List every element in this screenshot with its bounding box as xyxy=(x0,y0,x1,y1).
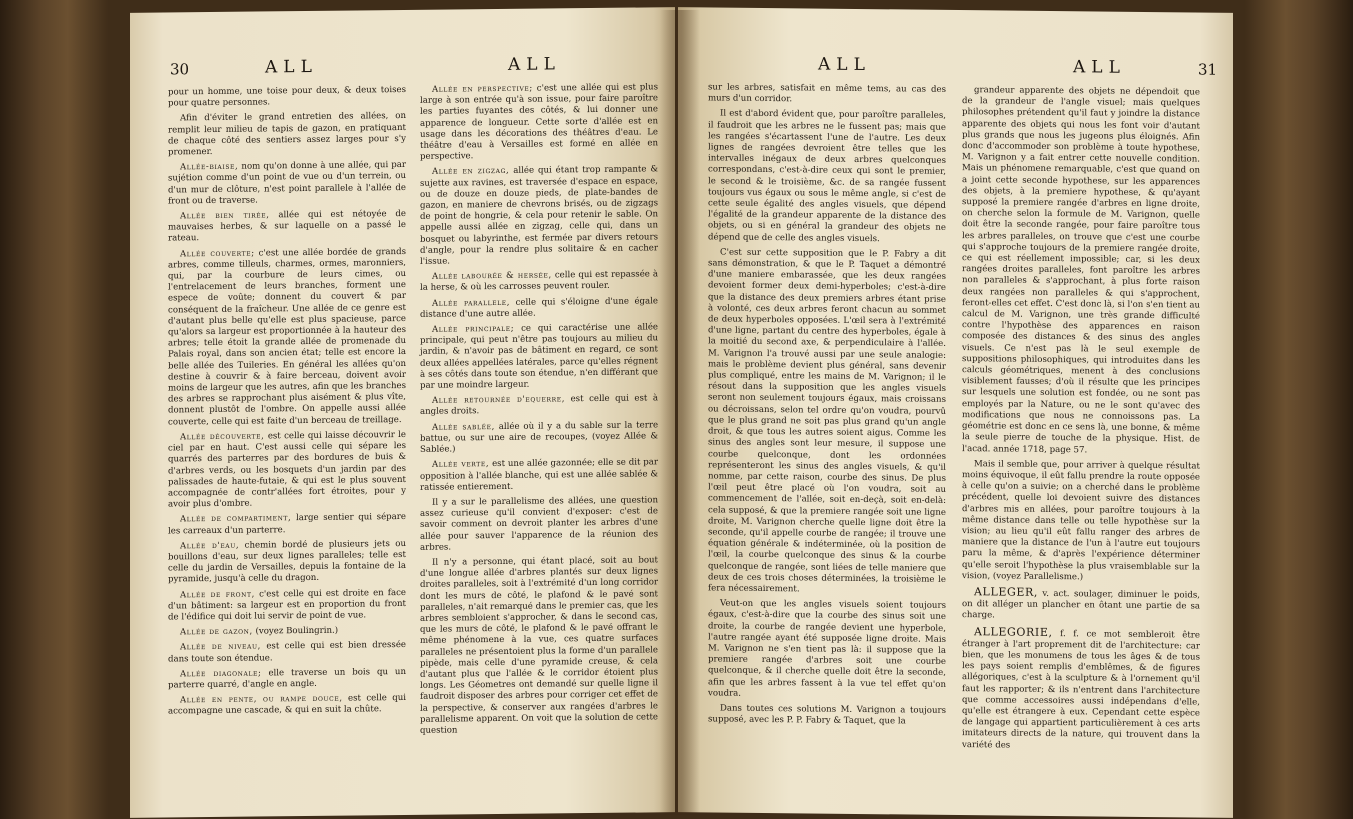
entry-text: c'est une allée qui est plus large à son entrée qu'à son issue, pour faire paroître les parties fuyantes des côtés, & lui donner une apparence de longueur. Cette sorte d'allée est en usage dans les décorations des théâtres d'eau. Le théâtre d'eau à Versailles est formé en allée en perspective. xyxy=(420,82,659,163)
entry-headword: Allée en perspective; xyxy=(432,83,533,95)
paragraph xyxy=(168,667,406,692)
paragraph xyxy=(962,586,1200,624)
entry-text: allée qui est nétoyée de mauvaises herbes, & sur laquelle on a passé le rateau. xyxy=(168,208,406,244)
entry-headword: Allée de niveau, xyxy=(180,641,261,653)
entry-text: C'est sur cette supposition que le P. Fabry a dit sans démonstration, & que le P. Taquet a démontré d'une maniere embarassée, que les deux rangées devoient former deux demi-hyperboles; c'est-à-dire que la distance des deux premiers arbres étant prise à volonté, ces deux arbres feront chacun au sommet de deux hyperboles opposées. L'œil sera à l'extrémité d'une ligne, partant du centre des hyperboles, égale à la moitié du second axe, & perpendiculaire à l'allée. M. Varignon l'a trouvé aussi par une seule analogie: mais le problème devient plus général, sans devenir plus compliqué, entre les mains de M. Varignon; il le résout dans la supposition que les angles visuels seront non seulement toujours égaux, mais croissans ou décroissans, selon tel ordre qu'on voudra, pourvû que le plus grand ne soit pas plus grand qu'un angle droit, & que tous les autres soient aigus. Comme les sinus des angles sont leur mesure, il suppose une courbe quelconque, dont les ordonnées représenteront les sinus des angles visuels, & qu'il nomme, par cette raison, courbe des sinus. De plus l'œil peut être placé où l'on voudra, soit au commencement de l'allée, soit en-deçà, soit en-delà: cela supposé, & que la premiere rangée soit une ligne droite, M. Varignon cherche quelle ligne doit être la seconde, qu'il appelle courbe de rangée; il trouve une équation générale & indéterminée, où la position de l'œil, la courbe quelconque des sinus & la courbe quelconque de rangée, sont liées de telle maniere que deux de ces trois choses déterminées, la troisième le fera nécessairement. xyxy=(708,247,946,595)
entry-headword: Allée parallele, xyxy=(432,297,511,309)
entry-text: est celle qui accompagne une cascade, & qui en suit la chûte. xyxy=(168,693,406,717)
paragraph xyxy=(420,82,658,163)
right-running-head xyxy=(678,55,1233,85)
entry-text: allée où il y a du sable sur la terre battue, ou sur une aire de recoupes, (voyez Allée & Sablée.) xyxy=(420,420,659,455)
entry-text: nom qu'on donne à une allée, qui par sujétion comme d'un point de vue ou d'un terrein, ou d'un mur de clôture, n'est point parallele à l'allée de front ou de traverse. xyxy=(168,160,406,207)
entry-text: chemin bordé de plusieurs jets ou bouillons d'eau, sur deux lignes paralleles; telle est celle du jardin de Versailles, depuis la fontaine de la pyramide, jusqu'à celle du dragon. xyxy=(168,538,406,585)
entry-text: Il est d'abord évident que, pour paroître paralleles, il faudroit que les arbres ne le fussent pas; mais que les rangées s'écartassent l'une de l'autre. Les deux lignes de rangées devroient être telles que les intervalles inégaux de deux arbres quelconques correspondans, c'est-à-dire ceux qui sont le premier, le second & le troisième, &c. de sa rangée fussent toujours vus égaux ou sous le même angle, si c'est de cette seule égalité des angles visuels, que dépend l'égalité de la grandeur apparente de la distance des objets, ou si en général la grandeur des objets ne dépend que de celle des angles visuels. xyxy=(708,108,946,244)
entry-text: est une allée gazonnée; elle se dit par opposition à l'allée blanche, qui est une allée sablée & ratissée entierement. xyxy=(420,457,659,493)
paragraph xyxy=(168,587,406,623)
entry-headword: Allée en zigzag, xyxy=(432,166,510,178)
paragraph xyxy=(168,539,406,586)
entry-headword: Allée d'eau, xyxy=(180,540,240,552)
entry-text: elle traverse un bois qu un parterre quarré, d'angle en angle. xyxy=(168,666,406,691)
paragraph xyxy=(168,625,406,639)
running-head-right-col2: ALL xyxy=(1073,57,1126,78)
entry-text: Mais il semble que, pour arriver à quelque résultat moins équivoque, il eût fallu prendre la route opposée à celle qu'on a suivie; on a cherché dans le problème précédent, quelle loi devoient suivre des distances d'arbres mis en allées, pour paroître toujours à la même distance dans telle ou telle hypothèse sur la vision; au lieu qu'il eût fallu ranger des arbres de maniere que la distance de l'un à l'autre eut toujours paru la même, & d'après l'expérience déterminer qu'elle seroit l'hypothèse la plus vraisemblable sur la vision, (voyez Parallelisme.) xyxy=(962,458,1200,583)
entry-headword: Allée retournée d'equerre, xyxy=(432,394,566,406)
entry-text: pour un homme, une toise pour deux, & deux toises pour quatre personnes. xyxy=(168,84,406,109)
entry-text: Afin d'éviter le grand entretien des allées, on remplit leur milieu de tapis de gazon, en pratiquant de chaque côté des sentiers assez larges pour s'y promener. xyxy=(168,111,406,158)
left-page-column-2 xyxy=(420,82,658,741)
entry-text: celle qui est repassée à la herse, & où les carrosses peuvent rouler. xyxy=(420,269,659,294)
paragraph xyxy=(168,111,406,158)
paragraph xyxy=(420,165,658,268)
entry-text: ce qui caractérise une allée principale, qui peut n'être pas toujours au milieu du jardin, & n'avoir pas de bâtiment en regard, ce sont deux allées appellées latérales, parce qu'elles régnent à ses côtés dans toute son étendue, n'en différant que par une moindre largeur. xyxy=(420,322,658,391)
paragraph xyxy=(420,394,658,419)
right-page xyxy=(678,7,1233,818)
entry-text: f. f. ce mot sembleroit être étranger à l'art proprement dit de l'architecture: car bien, que les monumens de tous les âges & de tous les pays soient remplis d'emblêmes, & de figures allégoriques, c'est à la sculpture & à l'ornement qu'il faut les rapporter; & ils n'entrent dans l'architecture que comme accessoires aussi indépendans d'elle, qu'elle est étrangere à eux. Cependant cette espèce de langage qui appartient particulièrement à ces arts imitateurs directs de la nature, qui trouvent dans la variété des xyxy=(962,628,1200,751)
entry-text: est celle qui est à angles droits. xyxy=(420,393,658,418)
paragraph xyxy=(168,693,406,718)
entry-headword: ALLEGORIE, xyxy=(974,624,1053,639)
paragraph xyxy=(420,420,658,456)
right-page-column-1 xyxy=(708,82,946,732)
entry-text: Il n'y a personne, qui étant placé, soit au bout d'une longue allée d'arbres plantés sur deux lignes droites paralleles, soit à l'extrémité d'un long corridor dont les murs de côté, le plafond & le pavé sont paralleles, n'ait remarqué dans le premier cas, que les arbres sembloient s'approcher, & dans le second cas, que les murs de côté, le plafond & le pavé offrant le même phénomene à la vue, ces quatre surfaces paralleles ne présentoient plus la forme d'un parallele pipède, mais celle d'une pyramide creuse, & cela d'autant plus que l'allée & le corridor étoient plus longs. Les Géometres ont demandé sur quelle ligne il faudroit disposer des arbres pour corriger cet effet de la perspective, & conserver aux rangées d'arbres le parallelisme apparent. On voit que la solution de cette question xyxy=(420,555,658,736)
entry-headword: Allée en pente, ou rampe douce, xyxy=(180,693,343,706)
paragraph xyxy=(708,703,946,728)
entry-text: allée qui étant trop rampante & sujette aux ravines, est traversée d'espace en espace, ou de douze en douze pieds, de plate-bandes de gazon, en maniere de chevrons brisés, ou de zigzags de point de hongrie, & cela pour retenir le sable. On appelle aussi allée en zigzag, celle qui, dans un bosquet ou labyrinthe, est fermée par divers retours d'angle, pour la rendre plus solitaire & en cacher l'issue. xyxy=(420,164,658,267)
paragraph xyxy=(168,247,406,429)
entry-headword: Allée couverte; xyxy=(180,248,255,259)
entry-headword: ALLEGER, xyxy=(974,585,1038,599)
entry-text: v. act. soulager, diminuer le poids, on dit alléger un plancher en ôtant une partie de sa charge. xyxy=(962,588,1200,621)
entry-headword: Allée découverte, xyxy=(180,431,265,443)
paragraph xyxy=(962,85,1200,457)
paragraph xyxy=(168,430,406,511)
entry-text: grandeur apparente des objets ne dépendoit que de la grandeur de l'angle visuel; mais quelques philosophes prétendent qu'il faut y joindre la distance apparente des objets qui nous les font voir d'autant plus grands que nous les jugeons plus éloignés. Afin donc d'accommoder son problème à toute hypothese, M. Varignon y a fait entrer cette nouvelle condition. Mais un phénomene remarquable, c'est que quand on a joint cette seconde hypothese, sur les apparences des objets, à la premiere hypothese, & qu'ayant supposé la premiere rangée d'arbres en ligne droite, on cherche selon la formule de M. Varignon, quelle doit être la seconde rangée, pour faire paroître tous les arbres paralleles, on trouve que c'est une courbe qui s'approche toujours de la premiere rangée droite, ce qui est réellement impossible; car, si les deux rangées droites paralleles, font paroître les arbres non paralleles & s'approchant, à plus forte raison deux rangées non paralleles & qui s'approchent, feront-elles cet effet. C'est donc là, si l'on s'en tient au calcul de M. Varignon, une très grande difficulté contre l'hypothèse des apparences en raison composée des distances & des sinus des angles visuels. Ce n'est pas là le seul exemple de suppositions philosophiques, qui introduites dans les calculs géométriques, menent à des conclusions visiblement fausses; d'où il résulte que les principes sur lesquels une solution est fondée, ou ne sont pas employés par la Nature, ou ne le sont qu'avec des modifications que nous ne connoissons pas. La géométrie est donc en ce sens là, une bonne, & même la seule pierre de touche de la physique. Hist. de l'acad. année 1718, page 57. xyxy=(962,85,1200,455)
paragraph xyxy=(420,296,658,321)
paragraph xyxy=(168,209,406,245)
running-head-left-col2: ALL xyxy=(508,54,561,75)
paragraph xyxy=(708,82,946,107)
entry-text: (voyez Boulingrin.) xyxy=(255,625,339,637)
entry-headword: Allée verte, xyxy=(432,459,490,470)
paragraph xyxy=(420,458,658,494)
paragraph xyxy=(708,247,946,597)
paragraph xyxy=(420,555,658,737)
paragraph xyxy=(962,626,1200,754)
left-running-head xyxy=(130,55,675,85)
paragraph xyxy=(168,85,406,110)
left-page-column-1 xyxy=(168,85,406,722)
paragraph xyxy=(168,160,406,207)
entry-text: Veut-on que les angles visuels soient toujours égaux, c'est-à-dire que la courbe des sinus soit une droite, la courbe de rangée devient une hyperbole, l'autre rangée ayant été supposée ligne droite. Mais M. Varignon ne s'en tient pas là: il suppose que la premiere rangée d'arbres soit une courbe quelconque, & il cherche quelle doit être la seconde, afin que les arbres fassent à la vue tel effet qu'on voudra. xyxy=(708,598,946,699)
running-head-left-col1: ALL xyxy=(265,56,318,78)
entry-headword: Allée de gazon, xyxy=(180,626,253,638)
entry-headword: Allée bien tirée, xyxy=(180,210,270,222)
right-page-column-2 xyxy=(962,85,1200,757)
left-page xyxy=(130,7,675,818)
paragraph xyxy=(168,512,406,537)
entry-headword: Allée labourée & hersée, xyxy=(432,270,552,282)
entry-text: Dans toutes ces solutions M. Varignon a toujours supposé, avec les P. P. Fabry & Taquet, que la xyxy=(708,703,946,727)
page-number-right: 31 xyxy=(1198,60,1218,79)
entry-text: celle qui s'éloigne d'une égale distance d'une autre allée. xyxy=(420,295,658,320)
entry-text: est celle qui est bien dressée dans toute son étendue. xyxy=(168,640,406,665)
entry-text: c'est celle qui est droite en face d'un bâtiment: sa largeur est en proportion du front de l'édifice qui doit lui servir de point de vue. xyxy=(168,587,407,623)
entry-text: c'est une allée bordée de grands arbres, comme tilleuls, charmes, ormes, maronniers, qui, par la courbure de leurs cimes, ou l'entrelacement de leurs branches, forment une espece de voûte; donnent du couvert & par conséquent de la fraîcheur. Une allée de ce genre est d'autant plus belle qu'elle est plus spacieuse, parce qu'alors sa largeur est proportionnée à la hauteur des arbres; telle étoit la grande allée de promenade du Palais royal, dans son ancien état; telle est encore la belle allée des Tuileries. En général les allées qu'on destine à couvrir & à faire berceau, doivent avoir moins de largeur que les autres, afin que les branches des arbres se rapprochant plus aisément & plus vîte, donnent plustôt de l'ombre. On appelle aussi allée couverte, celle qui est faite d'un berceau de treillage. xyxy=(168,246,406,428)
entry-headword: Allée sablée, xyxy=(432,421,495,433)
paragraph xyxy=(168,640,406,665)
entry-text: Il y a sur le parallelisme des allées, une question assez curieuse qu'il convient d'exposer: c'est de savoir comment on devroit planter les arbres d'une allée pour sauver l'apparence de la réunion des arbres. xyxy=(420,495,658,553)
entry-text: est celle qui laisse découvrir le ciel par en haut. C'est aussi celle qui sépare les quarrés des parterres par des bordures de buis & d'arbres verds, ou les bosquets d'un jardin par des palissades de haute-futaie, & qui est le plus souvent accompagnée de contr'allées fort étroites, pour y avoir plus d'ombre. xyxy=(168,429,406,510)
paragraph xyxy=(420,495,658,554)
page-number-left: 30 xyxy=(170,60,190,79)
paragraph xyxy=(708,109,946,246)
entry-text: large sentier qui sépare les carreaux d'un parterre. xyxy=(168,512,406,536)
paragraph xyxy=(420,322,658,392)
entry-headword: Allée-biaise, xyxy=(180,161,239,173)
entry-headword: Allée de front, xyxy=(180,589,255,600)
entry-headword: Allée de compartiment, xyxy=(180,513,292,525)
running-head-right-col1: ALL xyxy=(818,54,871,76)
paragraph xyxy=(708,599,946,702)
entry-headword: Allée diagonale; xyxy=(180,668,262,680)
paragraph xyxy=(962,459,1200,585)
entry-headword: Allée principale; xyxy=(432,323,515,335)
entry-text: sur les arbres, satisfait en même tems, au cas des murs d'un corridor. xyxy=(708,82,946,105)
paragraph xyxy=(420,270,658,295)
